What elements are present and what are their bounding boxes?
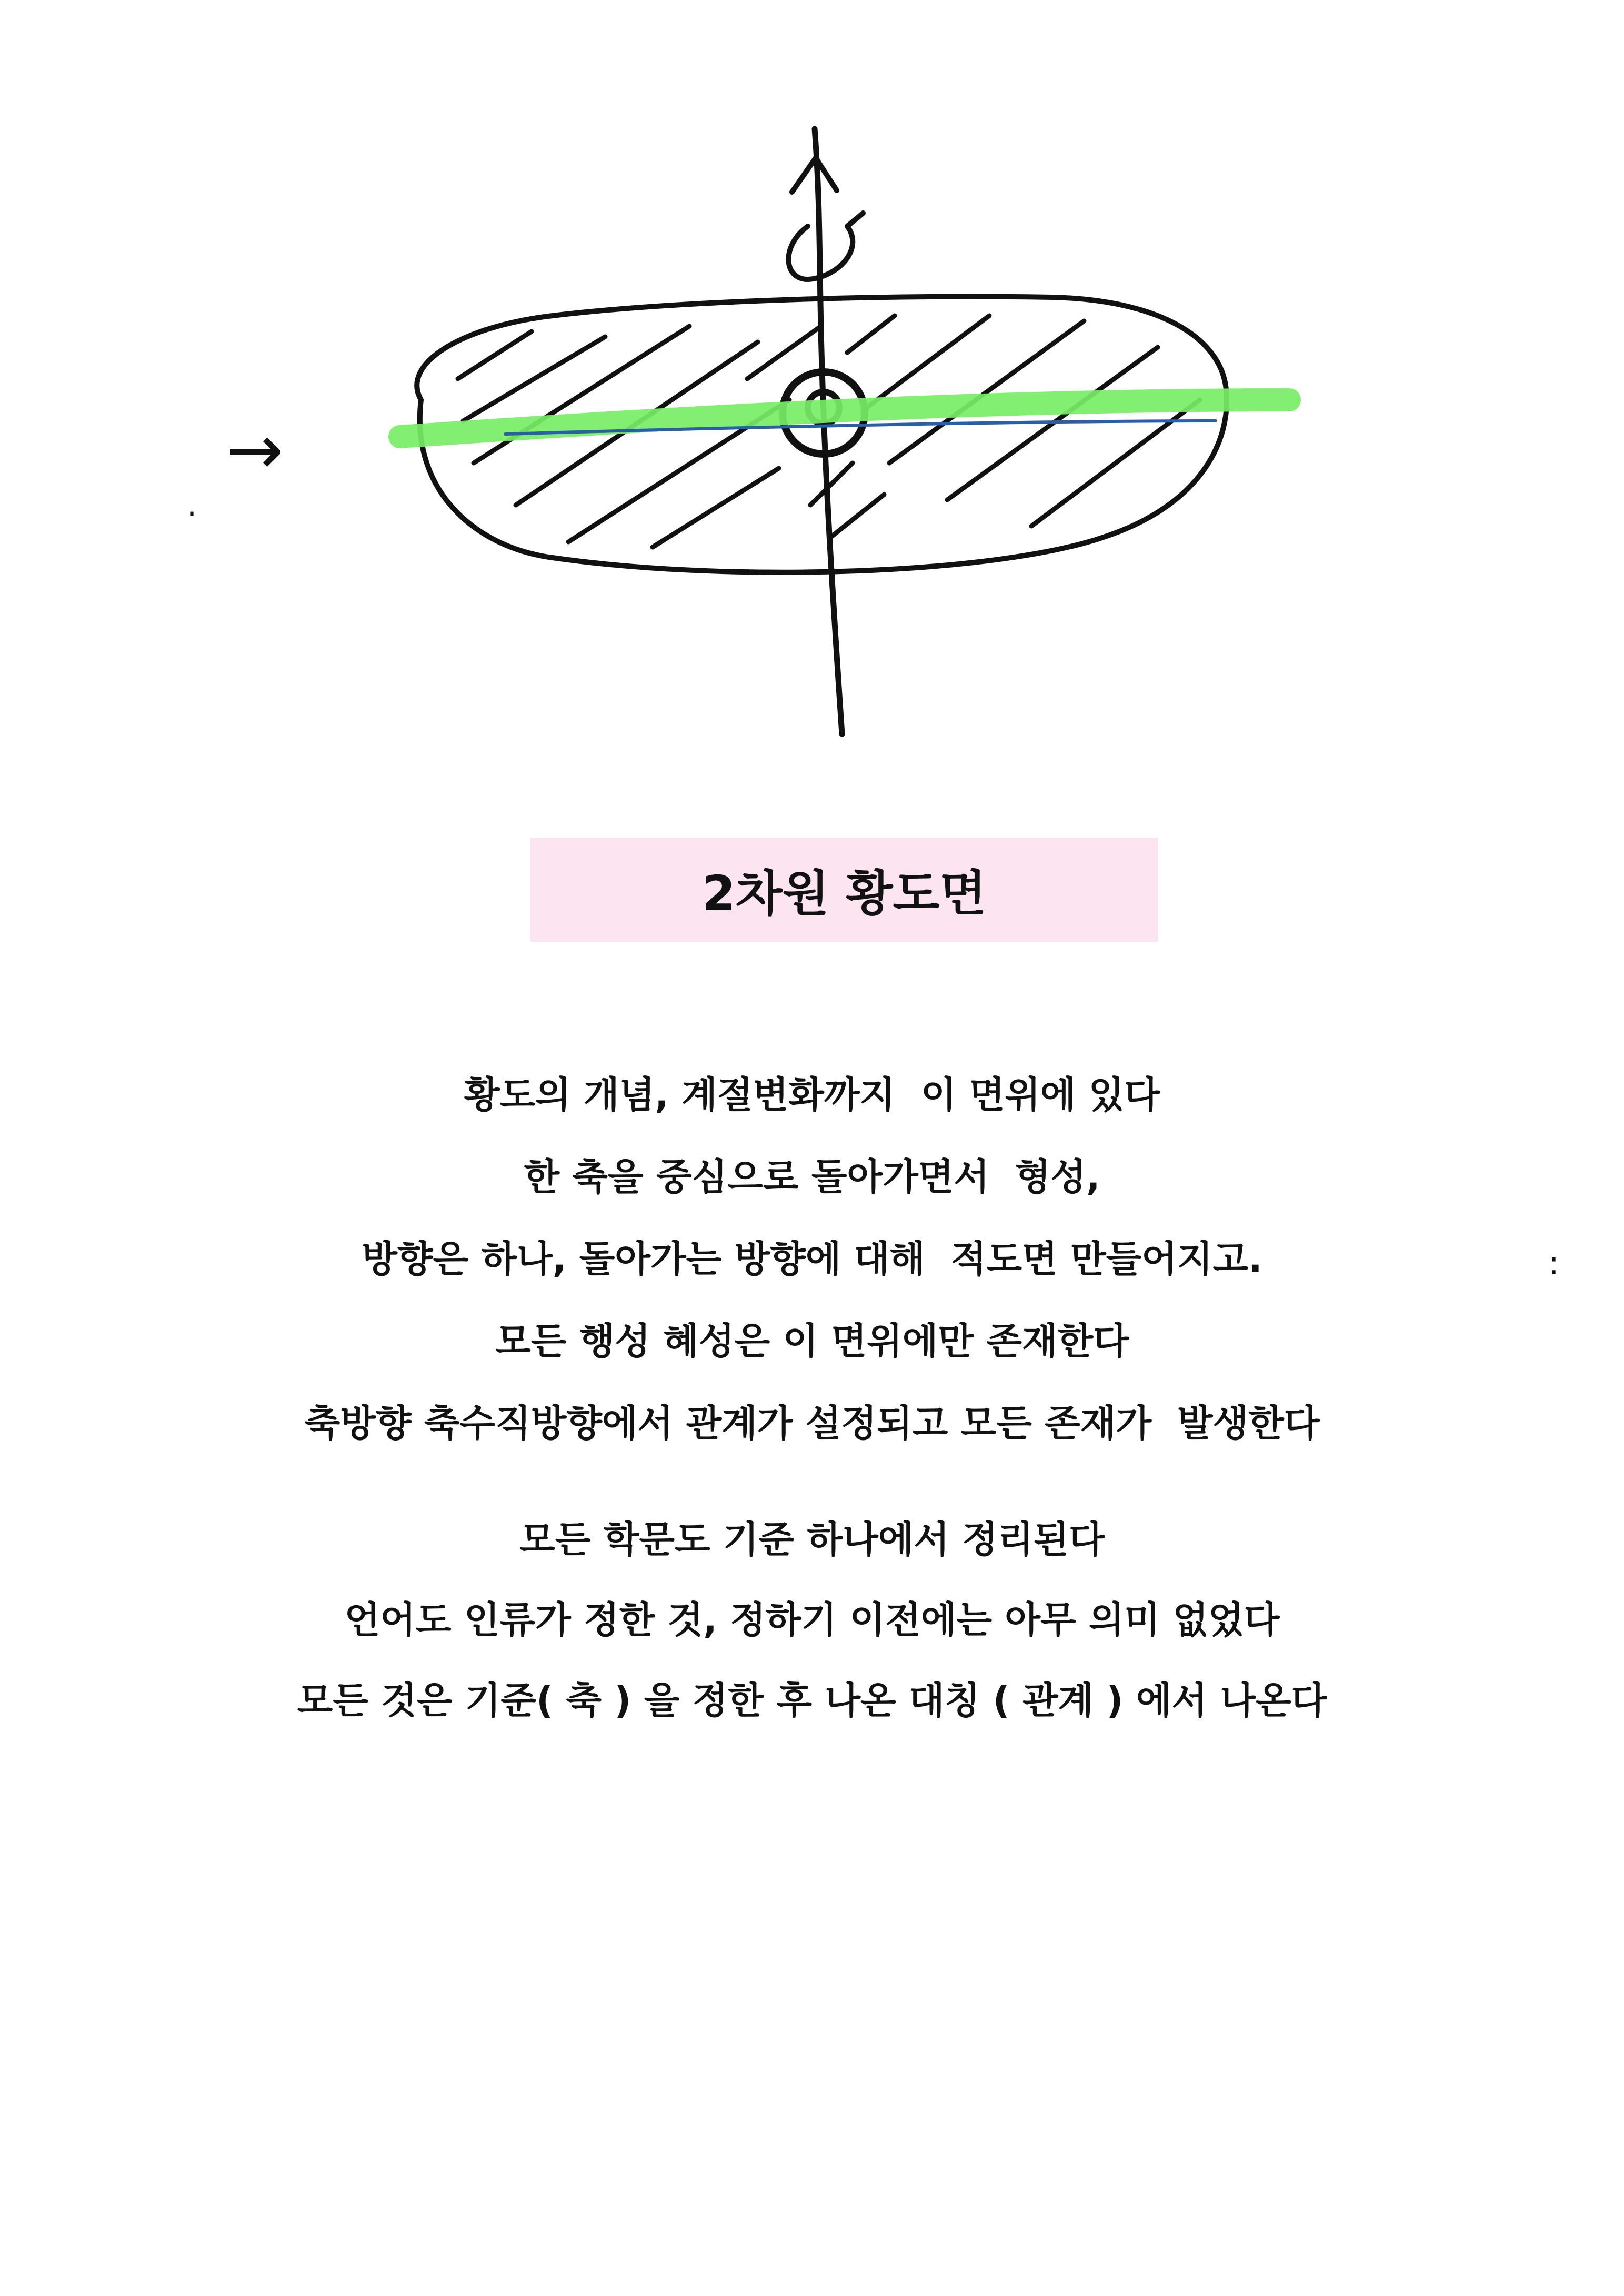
rotation-axis (815, 129, 842, 734)
text-line: 방향은 하나, 돌아가는 방향에 대해 적도면 만들어지고. (362, 1237, 1262, 1281)
ecliptic-plane-sketch (0, 0, 1624, 747)
axis-arrowhead (792, 158, 837, 192)
text-line: 모든 행성 혜성은 이 면위에만 존재한다 (495, 1320, 1129, 1363)
stray-dot: . (187, 487, 197, 523)
text-line: 언어도 인류가 정한 것, 정하기 이전에는 아무 의미 없었다 (344, 1598, 1280, 1642)
text-line: 황도의 개념, 계절변화까지 이 면위에 있다 (464, 1073, 1160, 1116)
paragraph-ecliptic (0, 1065, 1624, 1476)
title-banner (530, 838, 1158, 942)
page-title: 2차원 황도면 (701, 865, 987, 922)
stray-colon: : (1548, 1244, 1559, 1282)
text-line: 축방향 축수직방향에서 관계가 설정되고 모든 존재가 발생한다 (304, 1402, 1320, 1445)
text-line: 모든 것은 기준( 축 ) 을 정한 후 나온 대칭 ( 관계 ) 에서 나온다 (297, 1679, 1327, 1722)
text-line: 한 축을 중심으로 돌아가면서 형성, (524, 1155, 1100, 1199)
text-line: 모든 학문도 기준 하나에서 정리된다 (519, 1518, 1105, 1561)
paragraph-reference (0, 1510, 1624, 1751)
rotation-curl (788, 213, 863, 279)
left-arrow: → (226, 410, 284, 490)
